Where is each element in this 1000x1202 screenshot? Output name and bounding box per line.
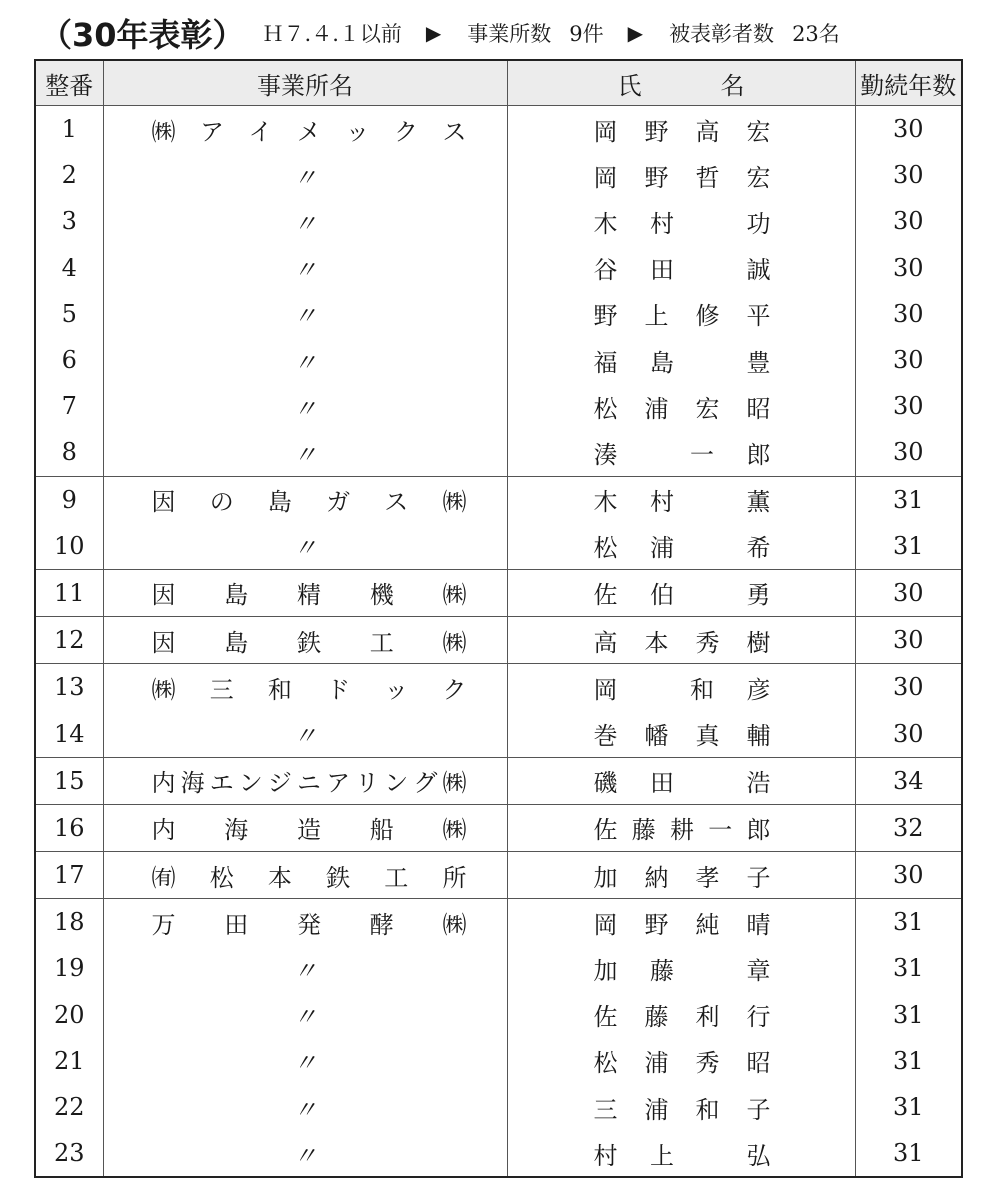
cell-name: 村 上 弘 <box>507 1130 855 1177</box>
cell-years: 31 <box>855 1130 962 1177</box>
cell-company: 内 海 エ ン ジ ニ ア リ ン グ ㈱ <box>103 757 507 804</box>
cell-years: 34 <box>855 757 962 804</box>
cell-company: 〃 <box>103 429 507 476</box>
column-header-name-text: 氏 名 <box>617 71 745 100</box>
cell-years: 30 <box>855 383 962 429</box>
cell-name: 松 浦 希 <box>507 523 855 570</box>
cell-number: 20 <box>53 1000 85 1029</box>
cell-name: 加 納 孝 子 <box>507 852 855 899</box>
cell-company: 因 島 鉄 工 ㈱ <box>103 617 507 664</box>
cell-name: 佐 伯 勇 <box>507 569 855 616</box>
cell-company: 因 島 精 機 ㈱ <box>103 569 507 616</box>
cell-number: 21 <box>53 1046 85 1075</box>
cell-name: 高 本 秀 樹 <box>507 617 855 664</box>
column-header-number: 整番 <box>35 60 103 106</box>
cell-company: ㈱ ア イ メ ッ ク ス <box>103 106 507 153</box>
awardees-label: 被表彰者数 <box>669 22 775 46</box>
awardees-count: 23名 <box>792 22 840 46</box>
cell-company: 〃 <box>103 992 507 1038</box>
table-row <box>35 757 962 804</box>
cell-name: 加 藤 章 <box>507 945 855 991</box>
cell-number: 19 <box>53 954 85 983</box>
cell-company: 〃 <box>103 945 507 991</box>
cell-number: 8 <box>35 429 103 476</box>
table-row <box>35 291 962 337</box>
table-row <box>35 523 962 570</box>
table-row <box>35 1084 962 1130</box>
cell-name: 谷 田 誠 <box>507 245 855 291</box>
cell-number: 4 <box>61 253 77 282</box>
cell-number: 3 <box>61 207 77 236</box>
cell-years: 31 <box>855 992 962 1038</box>
column-header-name <box>507 60 855 106</box>
table-row <box>35 1130 962 1177</box>
cell-name: 野 上 修 平 <box>507 291 855 337</box>
table-row <box>35 945 962 991</box>
cell-name: 松 浦 秀 昭 <box>507 1038 855 1084</box>
table-row <box>35 804 962 851</box>
cell-number: 17 <box>35 852 103 899</box>
table-row <box>35 198 962 244</box>
table-row <box>35 569 962 616</box>
table-row <box>35 1038 962 1084</box>
column-header-company: 事業所名 <box>103 60 507 106</box>
cell-number: 11 <box>35 569 103 616</box>
table-row <box>35 106 962 153</box>
cell-years: 31 <box>855 945 962 991</box>
cell-number: 1 <box>61 115 77 144</box>
cell-years: 30 <box>855 245 962 291</box>
cell-name: 佐 藤 利 行 <box>507 992 855 1038</box>
cell-years: 30 <box>855 291 962 337</box>
cell-company: 〃 <box>103 523 507 570</box>
cell-company: 〃 <box>103 710 507 757</box>
cell-number: 15 <box>35 757 103 804</box>
cell-years: 32 <box>855 804 962 851</box>
cell-years: 30 <box>855 198 962 244</box>
table-row <box>35 992 962 1038</box>
table-row <box>35 383 962 429</box>
cell-years: 31 <box>855 523 962 570</box>
cell-number: 10 <box>35 523 103 570</box>
cell-company: 内 海 造 船 ㈱ <box>103 804 507 851</box>
table-row <box>35 710 962 757</box>
criteria-text: Ｈ７.４.１以前 <box>262 22 402 46</box>
table-row <box>35 152 962 198</box>
cell-number: 5 <box>61 299 77 328</box>
cell-company: 〃 <box>103 1130 507 1177</box>
cell-name: 福 島 豊 <box>507 337 855 383</box>
table-row <box>35 429 962 476</box>
cell-name: 岡 野 純 晴 <box>507 899 855 946</box>
cell-number: 9 <box>61 485 77 514</box>
cell-company: 〃 <box>103 337 507 383</box>
cell-company: 〃 <box>103 383 507 429</box>
cell-number: 22 <box>53 1093 85 1122</box>
cell-name: 岡 野 高 宏 <box>507 106 855 153</box>
cell-name: 湊 一 郎 <box>507 429 855 476</box>
cell-company: 〃 <box>103 1038 507 1084</box>
offices-count: 9件 <box>569 22 604 46</box>
cell-number: 14 <box>35 710 103 757</box>
cell-name: 岡 和 彦 <box>507 664 855 711</box>
arrow-right-icon: ▶ <box>627 21 644 45</box>
cell-number: 7 <box>61 392 77 421</box>
page-title: （30年表彰） <box>40 16 245 54</box>
table-row <box>35 617 962 664</box>
page-header <box>40 8 980 58</box>
cell-years: 30 <box>855 710 962 757</box>
cell-name: 磯 田 浩 <box>507 757 855 804</box>
table-row <box>35 899 962 946</box>
cell-company: 〃 <box>103 291 507 337</box>
cell-years: 30 <box>855 152 962 198</box>
table-header-row <box>35 60 962 106</box>
cell-name: 木 村 薫 <box>507 476 855 523</box>
column-header-years: 勤続年数 <box>855 60 962 106</box>
table-row <box>35 337 962 383</box>
cell-years: 31 <box>855 1038 962 1084</box>
table-row <box>35 664 962 711</box>
cell-number: 18 <box>53 908 85 937</box>
cell-years: 30 <box>855 106 962 153</box>
cell-name: 巻 幡 真 輔 <box>507 710 855 757</box>
offices-label: 事業所数 <box>467 22 552 46</box>
cell-company: 〃 <box>103 152 507 198</box>
table-row <box>35 852 962 899</box>
cell-years: 31 <box>855 476 962 523</box>
cell-years: 30 <box>855 337 962 383</box>
cell-company: ㈲ 松 本 鉄 工 所 <box>103 852 507 899</box>
cell-company: 〃 <box>103 1084 507 1130</box>
cell-number: 13 <box>53 673 85 702</box>
cell-company: 〃 <box>103 245 507 291</box>
cell-name: 佐 藤 耕 一 郎 <box>507 804 855 851</box>
cell-company: 万 田 発 酵 ㈱ <box>103 899 507 946</box>
cell-years: 30 <box>855 569 962 616</box>
cell-name: 松 浦 宏 昭 <box>507 383 855 429</box>
cell-number: 23 <box>53 1139 85 1168</box>
cell-years: 31 <box>855 1084 962 1130</box>
cell-number: 2 <box>61 161 77 190</box>
cell-number: 12 <box>35 617 103 664</box>
cell-years: 30 <box>855 429 962 476</box>
cell-name: 岡 野 哲 宏 <box>507 152 855 198</box>
awardees-table <box>34 59 963 1178</box>
table-row <box>35 476 962 523</box>
cell-number: 6 <box>61 346 77 375</box>
cell-number: 16 <box>35 804 103 851</box>
cell-name: 三 浦 和 子 <box>507 1084 855 1130</box>
table-row <box>35 245 962 291</box>
cell-company: ㈱ 三 和 ド ッ ク <box>103 664 507 711</box>
cell-name: 木 村 功 <box>507 198 855 244</box>
arrow-right-icon: ▶ <box>425 21 442 45</box>
cell-years: 30 <box>855 617 962 664</box>
cell-years: 31 <box>855 899 962 946</box>
cell-years: 30 <box>855 852 962 899</box>
cell-company: 〃 <box>103 198 507 244</box>
cell-company: 因 の 島 ガ ス ㈱ <box>103 476 507 523</box>
cell-years: 30 <box>855 664 962 711</box>
